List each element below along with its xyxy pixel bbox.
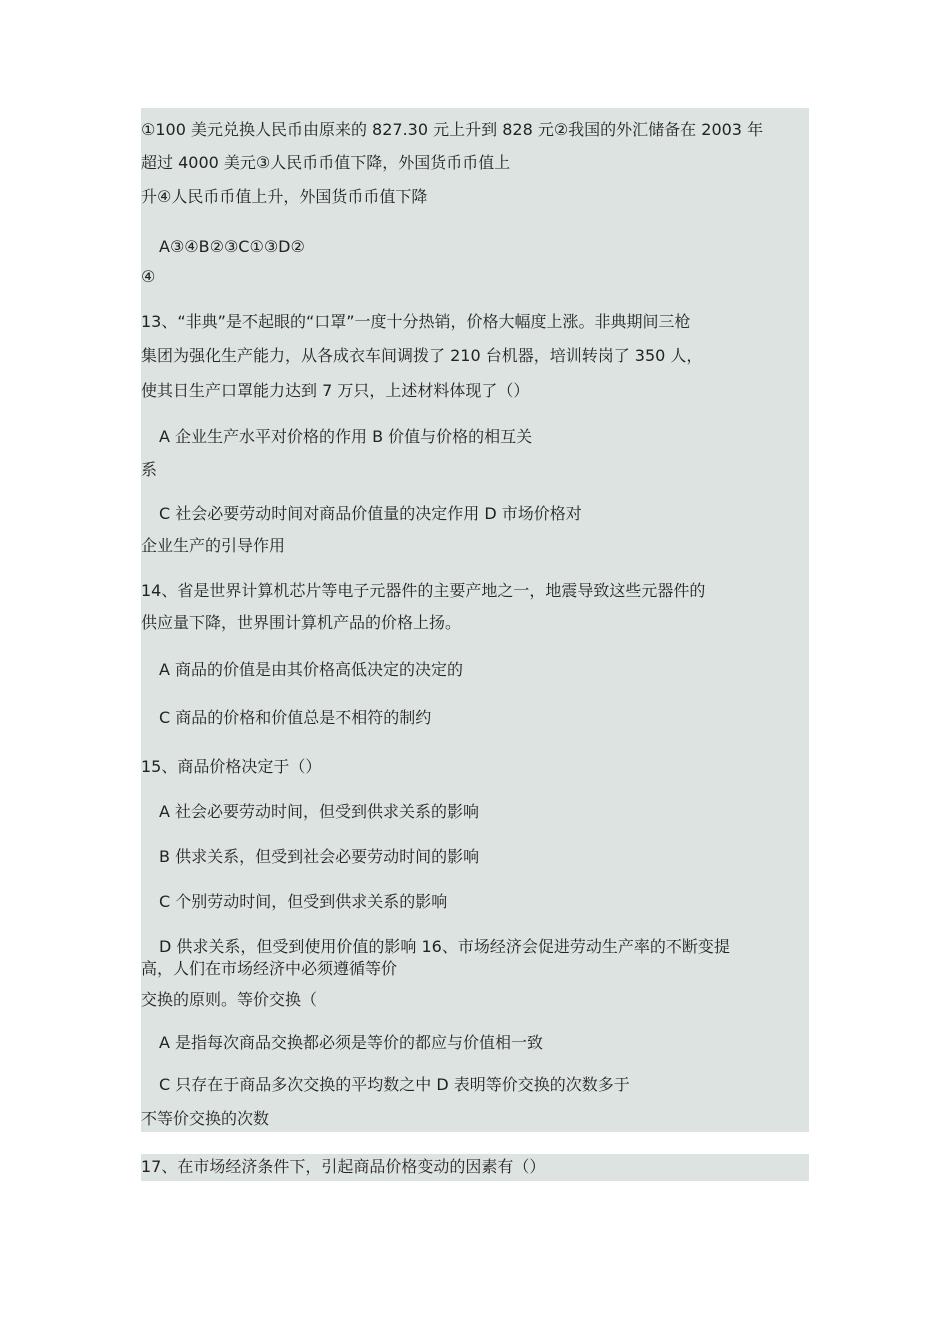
question-16-option: 不等价交换的次数 xyxy=(141,1109,270,1128)
paragraph-line: 超过 4000 美元③人民币币值下降，外国货币币值上 xyxy=(141,153,511,172)
answer-options: A③④B②③C①③D② xyxy=(159,237,305,256)
question-13-text: 集团为强化生产能力，从各成衣车间调拨了 210 台机器，培训转岗了 350 人， xyxy=(141,346,703,365)
question-15-text: 15、商品价格决定于（） xyxy=(141,757,322,776)
paragraph-line: 升④人民币币值上升，外国货币币值下降 xyxy=(141,187,428,206)
question-14-text: 供应量下降，世界围计算机产品的价格上扬。 xyxy=(141,613,462,632)
question-15-option: A 社会必要劳动时间，但受到供求关系的影响 xyxy=(159,802,480,821)
answer-options-continued: ④ xyxy=(141,267,156,286)
question-16-text: 交换的原则。等价交换（ xyxy=(141,990,318,1009)
question-15-option: B 供求关系，但受到社会必要劳动时间的影响 xyxy=(159,847,480,866)
question-13-text: 使其日生产口罩能力达到 7 万只，上述材料体现了（） xyxy=(141,381,530,400)
question-13-text: 13、“非典”是不起眼的“口罩”一度十分热销，价格大幅度上涨。非典期间三枪 xyxy=(141,312,691,331)
question-16-text: 高，人们在市场经济中必须遵循等价 xyxy=(141,959,398,978)
question-16-option: C 只存在于商品多次交换的平均数之中 D 表明等价交换的次数多于 xyxy=(159,1075,630,1094)
question-13-option: 系 xyxy=(141,460,158,479)
question-16-option: A 是指每次商品交换都必须是等价的都应与价值相一致 xyxy=(159,1033,544,1052)
question-14-text: 14、省是世界计算机芯片等电子元器件的主要产地之一，地震导致这些元器件的 xyxy=(141,581,706,600)
question-13-option: A 企业生产水平对价格的作用 B 价值与价格的相互关 xyxy=(159,427,533,446)
question-13-option: 企业生产的引导作用 xyxy=(141,536,286,555)
question-14-option: A 商品的价值是由其价格高低决定的决定的 xyxy=(159,660,464,679)
paragraph-line: ①100 美元兑换人民币由原来的 827.30 元上升到 828 元②我国的外汇储备在 2003 年 xyxy=(141,120,764,139)
question-16-text: D 供求关系，但受到使用价值的影响 16、市场经济会促进劳动生产率的不断变提 xyxy=(159,937,730,956)
question-15-option: C 个别劳动时间，但受到供求关系的影响 xyxy=(159,892,448,911)
question-13-option: C 社会必要劳动时间对商品价值量的决定作用 D 市场价格对 xyxy=(159,504,582,523)
question-14-option: C 商品的价格和价值总是不相符的制约 xyxy=(159,708,432,727)
question-17-text: 17、在市场经济条件下，引起商品价格变动的因素有（） xyxy=(141,1157,546,1176)
